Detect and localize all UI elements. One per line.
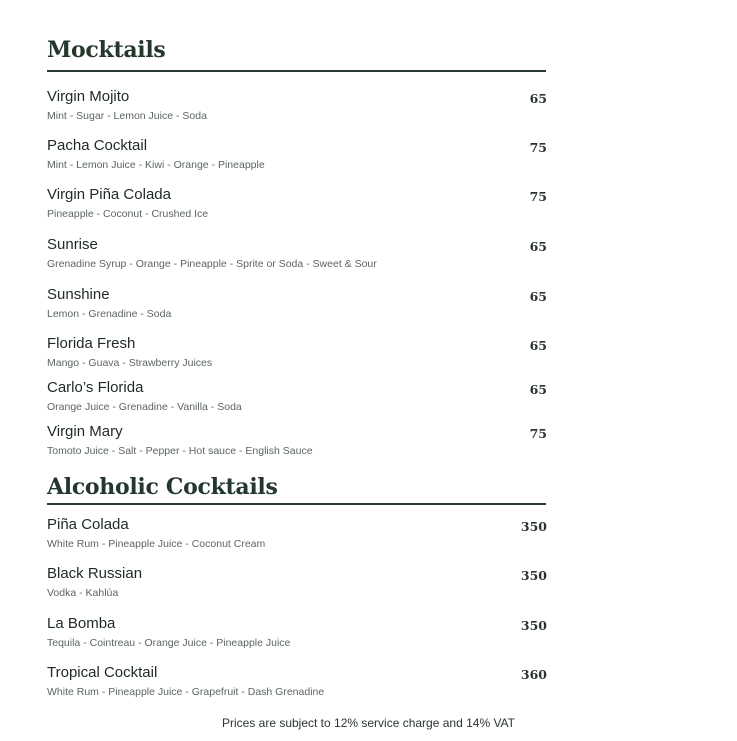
item-price: 350 [520, 519, 547, 534]
item-price: 75 [529, 189, 547, 204]
item-description: Mint - Lemon Juice - Kiwi - Orange - Pineapple [47, 159, 265, 171]
item-name: Carlo’s Florida [47, 379, 144, 396]
item-price: 75 [529, 140, 547, 155]
item-description: Tequila - Cointreau - Orange Juice - Pineapple Juice [47, 637, 291, 649]
section-title-alcoholic-cocktails: Alcoholic Cocktails [47, 474, 278, 500]
item-description: Lemon - Grenadine - Soda [47, 308, 172, 320]
item-description: White Rum - Pineapple Juice - Coconut Cream [47, 538, 266, 550]
item-name: La Bomba [47, 615, 116, 632]
item-price: 360 [520, 667, 547, 682]
section-title-mocktails: Mocktails [47, 37, 166, 63]
item-name: Pacha Cocktail [47, 137, 148, 154]
item-price: 65 [529, 338, 547, 353]
item-description: Orange Juice - Grenadine - Vanilla - Soda [47, 401, 242, 413]
item-description: Mango - Guava - Strawberry Juices [47, 357, 213, 369]
item-description: Vodka - Kahlúa [47, 587, 119, 599]
item-price: 65 [529, 382, 547, 397]
item-price: 65 [529, 91, 547, 106]
item-price: 350 [520, 568, 547, 583]
item-price: 350 [520, 618, 547, 633]
item-name: Sunrise [47, 236, 98, 253]
section-divider [47, 503, 546, 505]
item-name: Virgin Mojito [47, 88, 130, 105]
section-divider [47, 70, 546, 72]
item-name: Black Russian [47, 565, 143, 582]
item-name: Sunshine [47, 286, 110, 303]
item-name: Piña Colada [47, 516, 129, 533]
item-name: Virgin Piña Colada [47, 186, 171, 203]
item-price: 65 [529, 239, 547, 254]
item-description: Pineapple - Coconut - Crushed Ice [47, 208, 209, 220]
item-price: 65 [529, 289, 547, 304]
item-price: 75 [529, 426, 547, 441]
item-description: Tomoto Juice - Salt - Pepper - Hot sauce - English Sauce [47, 445, 313, 457]
item-name: Tropical Cocktail [47, 664, 158, 681]
item-description: Grenadine Syrup - Orange - Pineapple - Sprite or Soda - Sweet & Sour [47, 258, 377, 270]
item-description: Mint - Sugar - Lemon Juice - Soda [47, 110, 207, 122]
item-description: White Rum - Pineapple Juice - Grapefruit - Dash Grenadine [47, 686, 325, 698]
footer-note: Prices are subject to 12% service charge and 14% VAT [221, 716, 516, 730]
item-name: Virgin Mary [47, 423, 123, 440]
item-name: Florida Fresh [47, 335, 136, 352]
